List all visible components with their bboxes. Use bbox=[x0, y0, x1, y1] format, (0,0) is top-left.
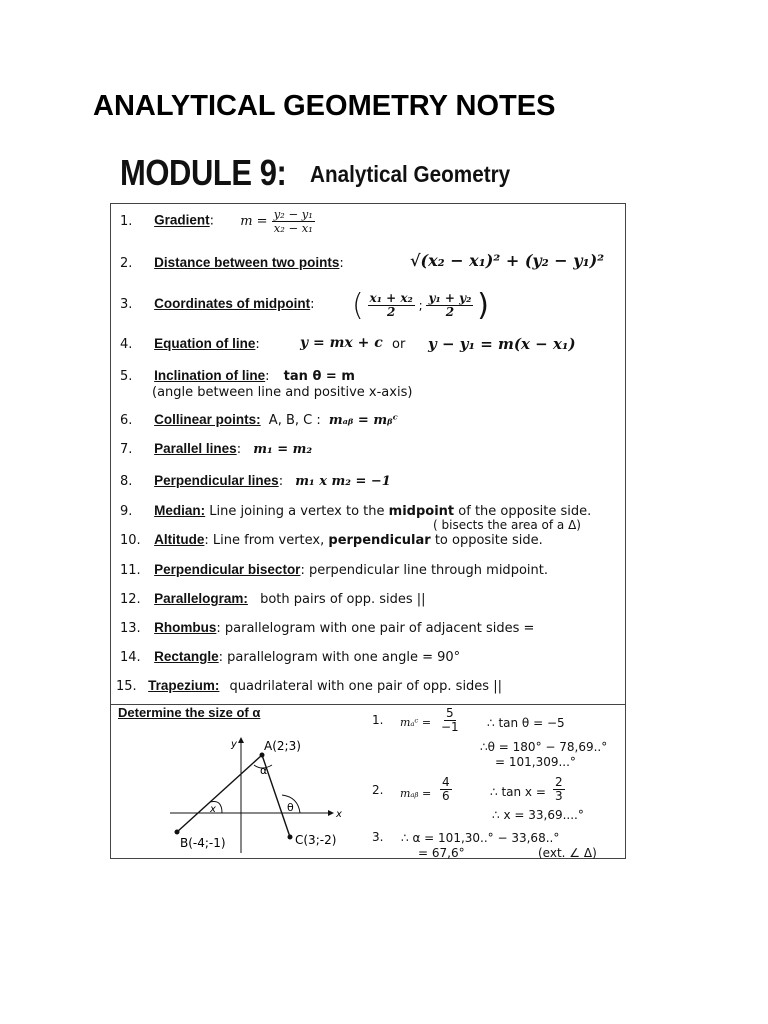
item-term: Parallelogram: bbox=[154, 591, 248, 606]
midpoint-fraction-y bbox=[426, 292, 473, 319]
label-y-axis: y bbox=[231, 739, 237, 750]
item-number: 12. bbox=[120, 592, 141, 607]
item-term: Inclination of line bbox=[154, 368, 266, 383]
item-term: Median: bbox=[154, 503, 206, 518]
label-c: C(3;-2) bbox=[295, 833, 337, 847]
step-3-line2: = 67,6° bbox=[418, 846, 465, 860]
median-note: ( bisects the area of a Δ) bbox=[433, 518, 581, 532]
list-item bbox=[120, 296, 315, 312]
item-term: Parallel lines bbox=[154, 441, 237, 456]
fraction-numerator: x₁ + x₂ bbox=[369, 290, 413, 305]
item-text: : parallelogram with one angle = 90° bbox=[218, 650, 461, 665]
step-1-fraction bbox=[439, 707, 461, 734]
list-item bbox=[120, 473, 391, 489]
item-text: both pairs of opp. sides || bbox=[260, 592, 426, 607]
side-ab bbox=[177, 755, 262, 832]
collinear-points: A, B, C : bbox=[268, 413, 321, 428]
item-separator: : bbox=[310, 297, 315, 312]
item-separator: : bbox=[265, 369, 270, 384]
list-item bbox=[120, 620, 534, 636]
step-2-lhs: mₐᵦ = bbox=[400, 787, 432, 800]
item-number: 15. bbox=[116, 679, 137, 694]
item-text: : parallelogram with one pair of adjacent sides = bbox=[216, 621, 535, 636]
fraction-denominator: −1 bbox=[441, 720, 459, 735]
list-item bbox=[120, 591, 426, 607]
fraction-numerator: 4 bbox=[442, 775, 450, 789]
item-term: Altitude bbox=[154, 532, 205, 547]
item-number: 9. bbox=[120, 504, 133, 519]
item-term: Perpendicular lines bbox=[154, 473, 279, 488]
fraction-numerator: 2 bbox=[555, 775, 563, 789]
distance-formula: √(x₂ − x₁)² + (y₂ − y₁)² bbox=[410, 251, 605, 270]
list-item bbox=[120, 441, 312, 457]
line-equation-1: y = mx + c bbox=[300, 335, 383, 351]
label-a: A(2;3) bbox=[264, 739, 301, 753]
fraction-denominator: 2 bbox=[445, 305, 455, 319]
list-item bbox=[120, 562, 548, 578]
point-b bbox=[175, 830, 180, 835]
item-separator: : bbox=[236, 442, 242, 457]
step-2-number: 2. bbox=[372, 783, 384, 797]
x-axis-arrow bbox=[328, 810, 334, 816]
item-term: Rectangle bbox=[154, 649, 219, 664]
label-x-angle: x bbox=[210, 804, 216, 815]
fraction-denominator: 2 bbox=[386, 305, 396, 319]
y-axis-arrow bbox=[238, 737, 244, 743]
item-number: 2. bbox=[120, 256, 133, 271]
item-number: 7. bbox=[120, 442, 133, 457]
item-number: 14. bbox=[120, 650, 141, 665]
triangle-diagram bbox=[110, 725, 350, 855]
item-number: 11. bbox=[120, 563, 141, 578]
module-heading bbox=[120, 152, 511, 194]
item-text: quadrilateral with one pair of opp. sides || bbox=[229, 679, 502, 694]
midpoint-fraction-x bbox=[368, 292, 415, 319]
item-separator: : bbox=[339, 256, 344, 271]
module-label: MODULE 9: bbox=[120, 152, 287, 193]
paren-close: ) bbox=[477, 288, 489, 323]
list-item bbox=[116, 678, 502, 694]
fraction-numerator: 5 bbox=[446, 706, 454, 720]
or-label: or bbox=[392, 337, 406, 352]
perpendicular-formula: m₁ x m₂ = −1 bbox=[295, 474, 391, 489]
page-title: ANALYTICAL GEOMETRY NOTES bbox=[93, 90, 556, 122]
item-number: 3. bbox=[120, 297, 133, 312]
item-number: 8. bbox=[120, 474, 133, 489]
list-item bbox=[120, 255, 344, 271]
median-text-b: of the opposite side. bbox=[458, 504, 592, 519]
inclination-formula: tan θ = m bbox=[283, 369, 355, 384]
list-item bbox=[120, 503, 591, 519]
item-separator: : bbox=[278, 474, 284, 489]
item-term: Equation of line bbox=[154, 336, 256, 351]
line-equation-2: y − y₁ = m(x − x₁) bbox=[428, 335, 576, 353]
label-x-axis: x bbox=[336, 809, 342, 820]
step-3-note: (ext. ∠ Δ) bbox=[538, 846, 597, 860]
step-2-fraction bbox=[440, 776, 452, 803]
step-1-rhs3: = 101,309...° bbox=[495, 755, 576, 769]
step-2-rhs-fraction bbox=[553, 776, 565, 803]
item-term: Perpendicular bisector bbox=[154, 562, 301, 577]
point-c bbox=[288, 835, 293, 840]
inclination-note: (angle between line and positive x-axis) bbox=[152, 385, 413, 400]
list-item bbox=[120, 532, 543, 548]
item-term: Collinear points: bbox=[154, 412, 261, 427]
item-term: Trapezium: bbox=[148, 678, 220, 693]
collinear-formula: mₐᵦ = mᵦᶜ bbox=[328, 413, 399, 428]
list-item bbox=[120, 649, 460, 665]
step-3-number: 3. bbox=[372, 830, 384, 844]
fraction-denominator: 6 bbox=[442, 789, 450, 804]
point-a bbox=[260, 753, 265, 758]
item-term: Rhombus bbox=[154, 620, 217, 635]
step-1-lhs: mₐᶜ = bbox=[400, 716, 432, 729]
item-separator: : bbox=[255, 337, 260, 352]
step-1-rhs2: ∴θ = 180° − 78,69..° bbox=[480, 740, 608, 754]
list-item bbox=[120, 336, 260, 352]
item-term: Distance between two points bbox=[154, 255, 340, 270]
step-3-line1: ∴ α = 101,30..° − 33,68..° bbox=[401, 831, 560, 845]
list-item bbox=[120, 208, 315, 234]
item-separator: : bbox=[209, 213, 215, 229]
midpoint-formula: ( $\frac{\text{x₁ + x₂}}{2}$ ; $\frac{\text{y₁ + y₂}}{2}$ ) bbox=[352, 288, 489, 323]
altitude-text-a: : Line from vertex, bbox=[204, 533, 325, 548]
item-number: 4. bbox=[120, 337, 133, 352]
label-theta: θ bbox=[287, 801, 294, 814]
gradient-formula-lhs: m = bbox=[240, 213, 268, 229]
fraction-numerator: y₂ − y₁ bbox=[273, 207, 313, 221]
item-number: 5. bbox=[120, 369, 133, 384]
fraction-numerator: y₁ + y₂ bbox=[428, 290, 472, 305]
item-number: 6. bbox=[120, 413, 133, 428]
altitude-text-b: to opposite side. bbox=[434, 533, 543, 548]
list-item bbox=[120, 412, 398, 428]
fraction-denominator: x₂ − x₁ bbox=[273, 220, 313, 235]
label-b: B(-4;-1) bbox=[180, 836, 226, 850]
median-text-a: Line joining a vertex to the bbox=[209, 504, 385, 519]
median-bold: midpoint bbox=[388, 504, 455, 519]
item-number: 13. bbox=[120, 621, 141, 636]
item-text: : perpendicular line through midpoint. bbox=[300, 563, 548, 578]
step-2-rhs2: ∴ x = 33,69....° bbox=[492, 808, 584, 822]
fraction-denominator: 3 bbox=[555, 789, 563, 804]
step-1-number: 1. bbox=[372, 713, 384, 727]
label-alpha: α bbox=[260, 764, 268, 777]
step-2-rhs1: ∴ tan x = bbox=[490, 785, 546, 799]
gradient-fraction bbox=[272, 208, 315, 234]
item-term: Gradient bbox=[154, 212, 210, 228]
item-number: 1. bbox=[120, 213, 133, 229]
example-title: Determine the size of α bbox=[118, 705, 261, 720]
list-item bbox=[120, 368, 355, 384]
paren-open: ( bbox=[352, 288, 364, 323]
item-term: Coordinates of midpoint bbox=[154, 296, 311, 311]
parallel-formula: m₁ = m₂ bbox=[253, 442, 313, 457]
item-number: 10. bbox=[120, 533, 141, 548]
altitude-bold: perpendicular bbox=[328, 533, 431, 548]
module-subtitle: Analytical Geometry bbox=[310, 161, 511, 187]
step-1-rhs1: ∴ tan θ = −5 bbox=[487, 716, 565, 730]
